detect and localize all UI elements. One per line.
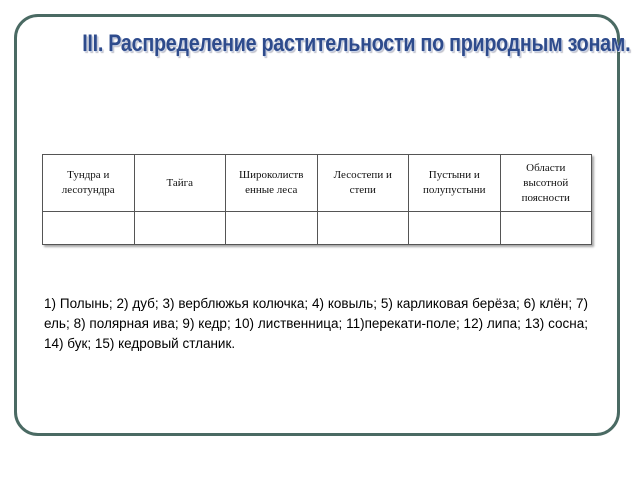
header-tundra: Тундра и лесотундра (43, 155, 135, 212)
cell-broadleaf-forests[interactable] (226, 212, 318, 245)
cell-deserts[interactable] (409, 212, 501, 245)
header-taiga: Тайга (134, 155, 226, 212)
header-deserts: Пустыни и полупустыни (409, 155, 501, 212)
cell-tundra[interactable] (43, 212, 135, 245)
zones-table (42, 154, 592, 245)
table-header-row (43, 155, 592, 212)
slide-title: III. Распределение растительности по природным зонам. (82, 30, 631, 57)
header-broadleaf-forests: Широколиств енные леса (226, 155, 318, 212)
plant-list: 1) Полынь; 2) дуб; 3) верблюжья колючка; 4) ковыль; 5) карликовая берёза; 6) клён; 7) ель; 8) полярная ива; 9) кедр; 10) лиственница; 11)перекати-поле; 12) липа; 13) сосна; 14) бук; 15) кедровый стланик. (44, 296, 588, 351)
cell-forest-steppe[interactable] (317, 212, 409, 245)
header-forest-steppe: Лесостепи и степи (317, 155, 409, 212)
table-row (43, 212, 592, 245)
cell-taiga[interactable] (134, 212, 226, 245)
header-altitudinal-zones: Области высотной поясности (500, 155, 592, 212)
cell-altitudinal-zones[interactable] (500, 212, 592, 245)
